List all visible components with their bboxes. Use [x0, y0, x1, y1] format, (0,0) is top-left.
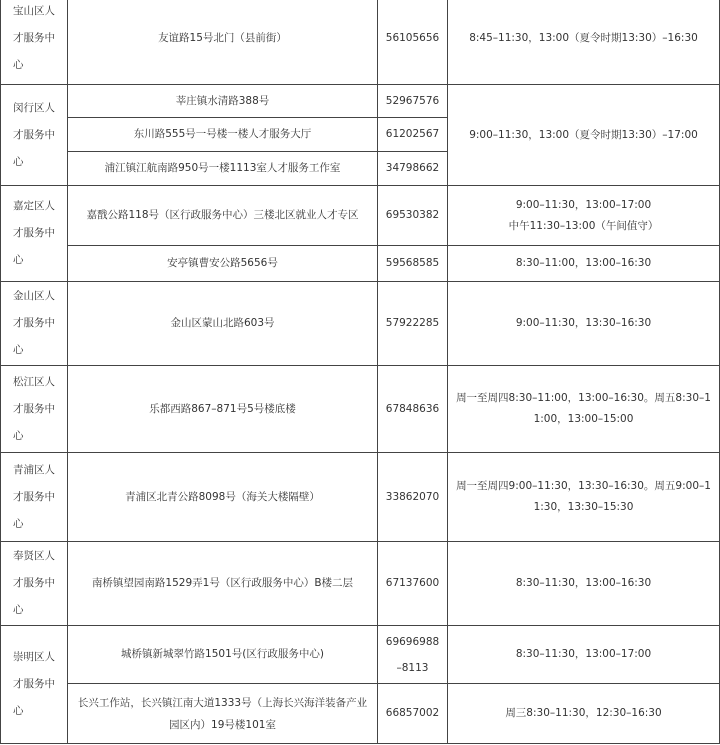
phone-cell: 59568585 — [378, 246, 448, 282]
table-row — [1, 186, 720, 246]
hours-cell: 8:45–11:30，13:00（夏令时期13:30）–16:30 — [448, 0, 720, 85]
phone-cell: 57922285 — [378, 282, 448, 366]
district-cell: 奉贤区人才服务中心 — [1, 542, 68, 626]
table-row — [1, 453, 720, 542]
address-cell: 城桥镇新城翠竹路1501号(区行政服务中心) — [68, 626, 378, 684]
district-cell: 闵行区人才服务中心 — [1, 85, 68, 186]
address-cell: 安亭镇曹安公路5656号 — [68, 246, 378, 282]
phone-cell: 52967576 — [378, 85, 448, 118]
phone-cell: 34798662 — [378, 152, 448, 186]
address-cell: 青浦区北青公路8098号（海关大楼隔壁） — [68, 453, 378, 542]
hours-cell: 9:00–11:30，13:30–16:30 — [448, 282, 720, 366]
table-row — [1, 282, 720, 366]
table-row — [1, 684, 720, 744]
district-cell: 金山区人才服务中心 — [1, 282, 68, 366]
address-cell: 友谊路15号北门（县前街） — [68, 0, 378, 85]
district-cell: 松江区人才服务中心 — [1, 366, 68, 453]
hours-cell: 8:30–11:30，13:00–16:30 — [448, 542, 720, 626]
address-cell: 长兴工作站，长兴镇江南大道1333号（上海长兴海洋装备产业园区内）19号楼101室 — [68, 684, 378, 744]
phone-cell: 69696988–8113 — [378, 626, 448, 684]
district-cell: 宝山区人才服务中心 — [1, 0, 68, 85]
hours-cell: 8:30–11:30，13:00–17:00 — [448, 626, 720, 684]
hours-cell: 8:30–11:00，13:00–16:30 — [448, 246, 720, 282]
hours-cell: 周一至周四8:30–11:00，13:00–16:30。周五8:30–11:00，13:00–15:00 — [448, 366, 720, 453]
district-cell: 青浦区人才服务中心 — [1, 453, 68, 542]
table-row — [1, 366, 720, 453]
table-row — [1, 626, 720, 684]
phone-cell: 67137600 — [378, 542, 448, 626]
district-cell: 嘉定区人才服务中心 — [1, 186, 68, 282]
address-cell: 莘庄镇水清路388号 — [68, 85, 378, 118]
table-row — [1, 85, 720, 118]
address-cell: 金山区蒙山北路603号 — [68, 282, 378, 366]
phone-cell: 69530382 — [378, 186, 448, 246]
phone-cell: 56105656 — [378, 0, 448, 85]
hours-cell: 9:00–11:30，13:00–17:00 中午11:30–13:00（午间值守） — [448, 186, 720, 246]
table-row — [1, 542, 720, 626]
table-row — [1, 246, 720, 282]
hours-cell: 周三8:30–11:30，12:30–16:30 — [448, 684, 720, 744]
phone-cell: 33862070 — [378, 453, 448, 542]
address-cell: 乐都西路867–871号5号楼底楼 — [68, 366, 378, 453]
address-cell: 嘉戬公路118号（区行政服务中心）三楼北区就业人才专区 — [68, 186, 378, 246]
hours-cell: 周一至周四9:00–11:30，13:30–16:30。周五9:00–11:30，13:30–15:30 — [448, 453, 720, 542]
address-cell: 南桥镇望园南路1529弄1号（区行政服务中心）B楼二层 — [68, 542, 378, 626]
phone-cell: 61202567 — [378, 118, 448, 152]
address-cell: 浦江镇江航南路950号一楼1113室人才服务工作室 — [68, 152, 378, 186]
hours-cell: 9:00–11:30，13:00（夏令时期13:30）–17:00 — [448, 85, 720, 186]
phone-cell: 66857002 — [378, 684, 448, 744]
district-cell: 崇明区人才服务中心 — [1, 626, 68, 744]
address-cell: 东川路555号一号楼一楼人才服务大厅 — [68, 118, 378, 152]
table-row — [1, 0, 720, 85]
phone-cell: 67848636 — [378, 366, 448, 453]
